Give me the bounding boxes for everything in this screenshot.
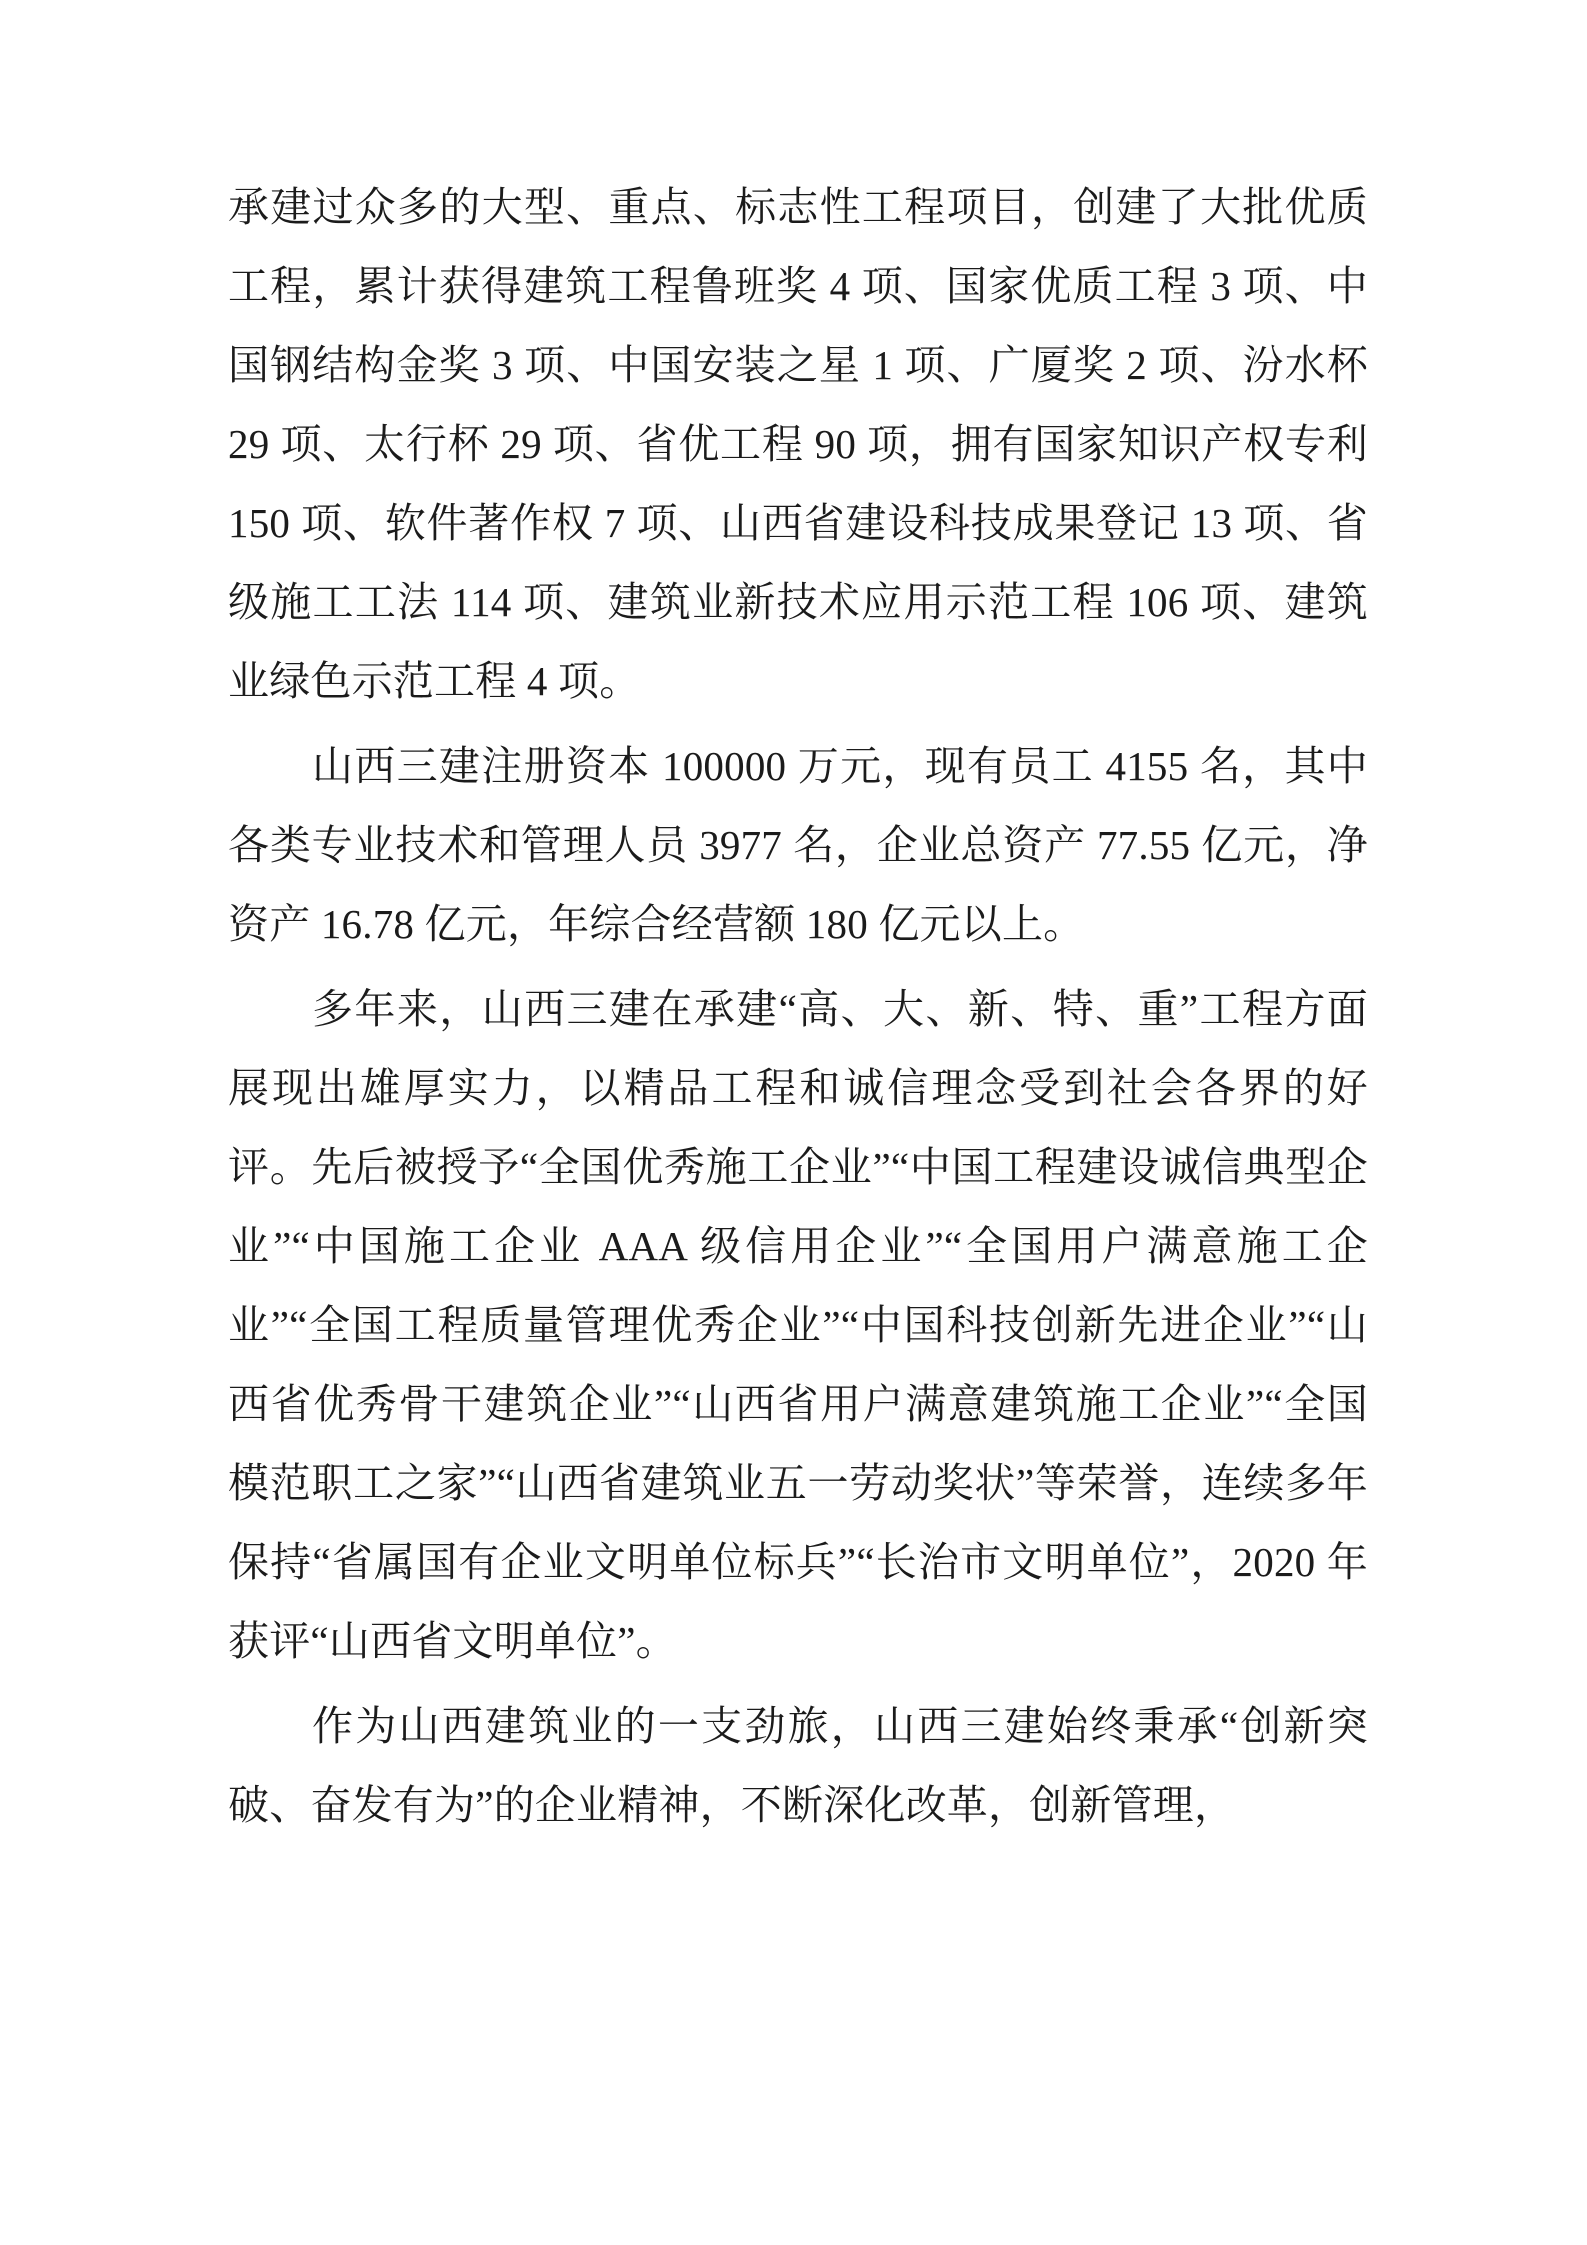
paragraph-1: 承建过众多的大型、重点、标志性工程项目，创建了大批优质工程，累计获得建筑工程鲁班奖 4 项、国家优质工程 3 项、中国钢结构金奖 3 项、中国安装之星 1 项、广厦奖 2 项、汾水杯 29 项、太行杯 29 项、省优工程 90 项，拥有国家知识产权专利 150 项、软件著作权 7 项、山西省建设科技成果登记 13 项、省级施工工法 114 项、建筑业新技术应用示范工程 106 项、建筑业绿色示范工程 4 项。 <box>228 184 1368 704</box>
document-body <box>228 168 1368 1851</box>
paragraph-2: 山西三建注册资本 100000 万元，现有员工 4155 名，其中各类专业技术和管理人员 3977 名，企业总资产 77.55 亿元，净资产 16.78 亿元，年综合经营额 180 亿元以上。 <box>228 743 1368 947</box>
paragraph-3: 多年来，山西三建在承建“高、大、新、特、重”工程方面展现出雄厚实力，以精品工程和诚信理念受到社会各界的好评。先后被授予“全国优秀施工企业”“中国工程建设诚信典型企业”“中国施工企业 AAA 级信用企业”“全国用户满意施工企业”“全国工程质量管理优秀企业”“中国科技创新先进企业”“山西省优秀骨干建筑企业”“山西省用户满意建筑施工企业”“全国模范职工之家”“山西省建筑业五一劳动奖状”等荣誉，连续多年保持“省属国有企业文明单位标兵”“长治市文明单位”，2020 年获评“山西省文明单位”。 <box>228 986 1368 1664</box>
paragraph-4: 作为山西建筑业的一支劲旅，山西三建始终秉承“创新突破、奋发有为”的企业精神，不断深化改革，创新管理， <box>228 1703 1368 1828</box>
